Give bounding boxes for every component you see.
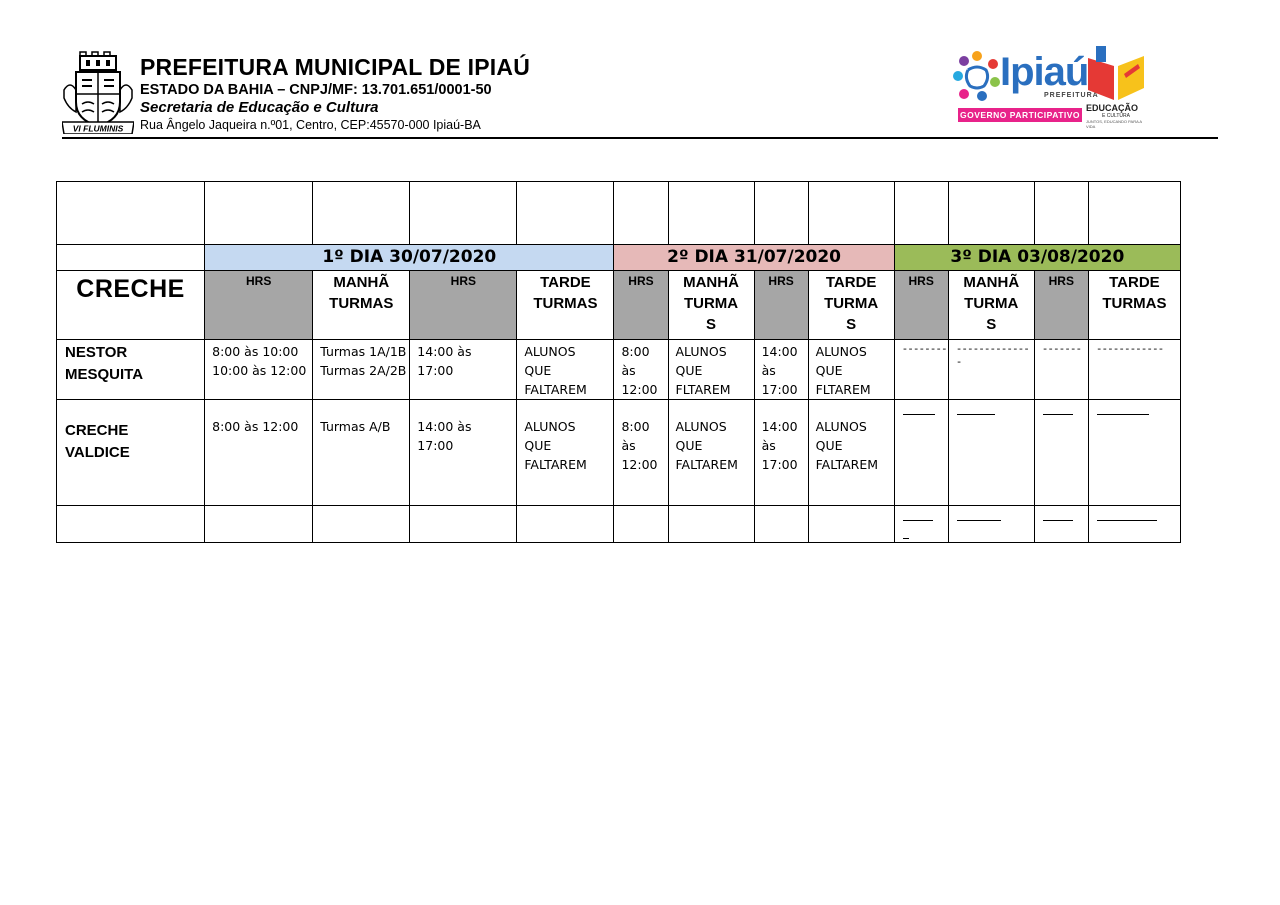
page-title: PREFEITURA MUNICIPAL DE IPIAÚ <box>140 54 531 80</box>
logo-education: EDUCAÇÃO <box>1086 103 1139 113</box>
d2-afternoon-cell: ALUNOS QUE FALTAREM <box>808 400 894 506</box>
crest-motto: VI FLUMINIS <box>72 123 124 134</box>
d1-hrs-afternoon-cell: 14:00 às 17:00 <box>410 400 517 506</box>
logo-education-sub: E CULTURA <box>1102 113 1130 119</box>
d2-hrs-morning-cell: 8:00 às 12:00 <box>614 400 668 506</box>
d1-morning-cell: Turmas A/B <box>313 400 410 506</box>
d3-hrs-afternoon-cell: ------- <box>1034 340 1088 400</box>
d3-hrs-afternoon-cell <box>1034 400 1088 506</box>
d3-morning-header: MANHÃ TURMA S <box>948 271 1034 340</box>
d2-hrs-morning-header: HRS <box>614 271 668 340</box>
d2-afternoon-header: TARDE TURMA S <box>808 271 894 340</box>
corner-label: CRECHE <box>57 271 205 340</box>
d1-hrs-morning-cell: 8:00 às 10:00 10:00 às 12:00 <box>205 340 313 400</box>
schedule-table <box>56 181 1181 543</box>
d2-morning-cell: ALUNOS QUE FALTAREM <box>668 400 754 506</box>
logo-word: Ipiaú <box>1000 50 1089 94</box>
d1-hrs-morning-header: HRS <box>205 271 313 340</box>
row-name: CRECHE VALDICE <box>57 400 205 506</box>
day-2-header: 2º DIA 31/07/2020 <box>614 245 894 271</box>
d2-hrs-afternoon-header: HRS <box>754 271 808 340</box>
people-circle-icon <box>952 48 1002 104</box>
d3-morning-cell <box>948 506 1034 543</box>
d2-hrs-afternoon-cell: 14:00 às 17:00 <box>754 340 808 400</box>
header-divider <box>62 137 1218 139</box>
d3-afternoon-cell <box>1088 400 1180 506</box>
d1-afternoon-header: TARDE TURMAS <box>517 271 614 340</box>
address: Rua Ângelo Jaqueira n.º01, Centro, CEP:45570-000 Ipiaú-BA <box>140 118 481 132</box>
d1-morning-cell: Turmas 1A/1B Turmas 2A/2B <box>313 340 410 400</box>
d3-hrs-afternoon-header: HRS <box>1034 271 1088 340</box>
d2-afternoon-cell: ALUNOS QUE FLTAREM <box>808 340 894 400</box>
municipal-crest-logo <box>62 50 134 134</box>
d3-afternoon-cell: ------------ <box>1088 340 1180 400</box>
d1-hrs-morning-cell: 8:00 às 12:00 <box>205 400 313 506</box>
column-header-row <box>57 271 1181 340</box>
d1-hrs-afternoon-cell: 14:00 às 17:00 <box>410 340 517 400</box>
d3-hrs-morning-cell <box>894 506 948 543</box>
day-header-row <box>57 245 1181 271</box>
state-cnpj: ESTADO DA BAHIA – CNPJ/MF: 13.701.651/0001-50 <box>140 82 492 98</box>
d1-morning-header: MANHÃ TURMAS <box>313 271 410 340</box>
ipiau-logo <box>952 44 1152 128</box>
table-row <box>57 506 1181 543</box>
secretariat-name: Secretaria de Educação e Cultura <box>140 99 379 116</box>
letterhead <box>140 54 530 133</box>
d2-hrs-morning-cell: 8:00 às 12:00 <box>614 340 668 400</box>
d3-morning-cell <box>948 400 1034 506</box>
d3-afternoon-cell <box>1088 506 1180 543</box>
day-3-header: 3º DIA 03/08/2020 <box>894 245 1180 271</box>
d3-hrs-afternoon-cell <box>1034 506 1088 543</box>
day-1-header: 1º DIA 30/07/2020 <box>205 245 614 271</box>
d3-hrs-morning-header: HRS <box>894 271 948 340</box>
logo-banner: GOVERNO PARTICIPATIVO <box>959 110 1081 120</box>
d2-morning-header: MANHÃ TURMA S <box>668 271 754 340</box>
d1-afternoon-cell: ALUNOS QUE FALTAREM <box>517 340 614 400</box>
d3-hrs-morning-cell: -------- <box>894 340 948 400</box>
logo-education-tagline: JUNTOS, EDUCANDO PARA A VIDA <box>1086 119 1142 129</box>
d2-hrs-afternoon-cell: 14:00 às 17:00 <box>754 400 808 506</box>
logo-prefeitura: PREFEITURA <box>1044 92 1099 99</box>
book-pencil-icon <box>1084 44 1148 102</box>
blank-top-row <box>57 182 1181 245</box>
row-name: NESTOR MESQUITA <box>57 340 205 400</box>
d1-hrs-afternoon-header: HRS <box>410 271 517 340</box>
d2-morning-cell: ALUNOS QUE FLTAREM <box>668 340 754 400</box>
d3-morning-cell: -------------- <box>948 340 1034 400</box>
d3-hrs-morning-cell <box>894 400 948 506</box>
table-row <box>57 400 1181 506</box>
table-row <box>57 340 1181 400</box>
d1-afternoon-cell: ALUNOS QUE FALTAREM <box>517 400 614 506</box>
d3-afternoon-header: TARDE TURMAS <box>1088 271 1180 340</box>
